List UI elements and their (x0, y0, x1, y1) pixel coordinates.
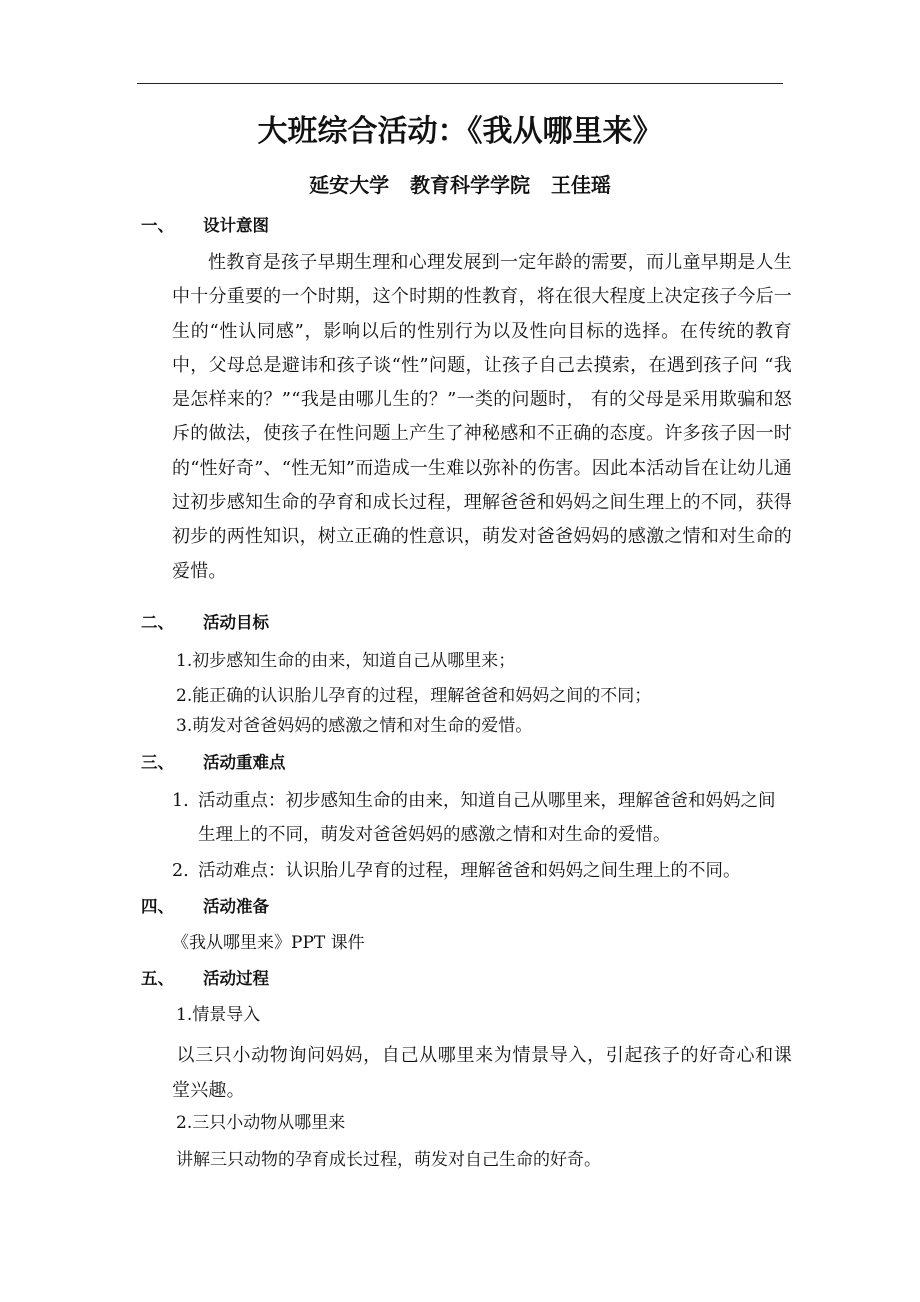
item-text: 活动难点：认识胎儿孕育的过程，理解爸爸和妈妈之间生理上的不同。 (198, 861, 741, 881)
section-title: 活动过程 (203, 969, 269, 988)
step-text-content: 以三只小动物询问妈妈，自己从哪里来为情景导入，引起孩子的好奇心和课堂兴趣。 (172, 1045, 792, 1101)
section-heading-preparation (141, 894, 269, 920)
section-number: 二、 (141, 613, 174, 632)
step-label: 1.情景导入 (176, 1005, 261, 1025)
section-number: 三、 (141, 753, 174, 772)
document-title: 大班综合活动：《我从哪里来》 (257, 114, 663, 149)
author-line: 延安大学 教育科学学院 王佳瑶 (309, 173, 611, 197)
section-title: 活动重难点 (203, 753, 286, 772)
section-heading-key-points (141, 750, 286, 776)
header-rule (137, 83, 783, 84)
step-text: 讲解三只动物的孕育成长过程，萌发对自己生命的好奇。 (176, 1150, 601, 1170)
difficulty-item (172, 854, 790, 888)
section-heading-process (141, 966, 269, 992)
section-number: 四、 (141, 897, 174, 916)
section-number: 五、 (141, 969, 174, 988)
section-title: 活动准备 (203, 897, 269, 916)
section-heading-design (141, 213, 269, 239)
goal-item: 2.能正确的认识胎儿孕育的过程，理解爸爸和妈妈之间的不同； (176, 686, 652, 706)
goal-item: 3.萌发对爸爸妈妈的感激之情和对生命的爱惜。 (176, 716, 533, 736)
step-label: 2.三只小动物从哪里来 (176, 1113, 346, 1133)
preparation-text: 《我从哪里来》PPT 课件 (172, 933, 365, 953)
design-intent-paragraph: 性教育是孩子早期生理和心理发展到一定年龄的需要，而儿童早期是人生中十分重要的一个时期，这个时期的性教育，将在很大程度上决定孩子今后一生的“性认同感”，影响以后的性别行为以及性向目标的选择。在传统的教育中，父母总是避讳和孩子谈“性”问题，让孩子自己去摸索，在遇到孩子问 “我是怎样来的？”“我是由哪儿生的？”一类的问题时， 有的父母是采用欺骗和怒斥的做法，使孩子在性问题上产生了神秘感和不正确的态度。许多孩子因一时的“性好奇”、“性无知”而造成一生难以弥补的伤害。因此本活动旨在让幼儿通过初步感知生命的孕育和成长过程，理解爸爸和妈妈之间生理上的不同，获得初步的两性知识，树立正确的性意识，萌发对爸爸妈妈的感激之情和对生命的爱惜。 (172, 252, 793, 582)
section-heading-goals (141, 610, 269, 636)
goal-item: 1.初步感知生命的由来，知道自己从哪里来； (176, 651, 516, 671)
key-point-item (172, 784, 790, 852)
item-text: 活动重点：初步感知生命的由来，知道自己从哪里来，理解爸爸和妈妈之间生理上的不同，萌发对爸爸妈妈的感激之情和对生命的爱惜。 (198, 791, 776, 845)
item-number: 1. (172, 791, 189, 811)
item-number: 2. (172, 861, 189, 881)
step-text (172, 1038, 792, 1108)
section-title: 设计意图 (203, 216, 269, 235)
section-title: 活动目标 (203, 613, 269, 632)
section-number: 一、 (141, 216, 174, 235)
